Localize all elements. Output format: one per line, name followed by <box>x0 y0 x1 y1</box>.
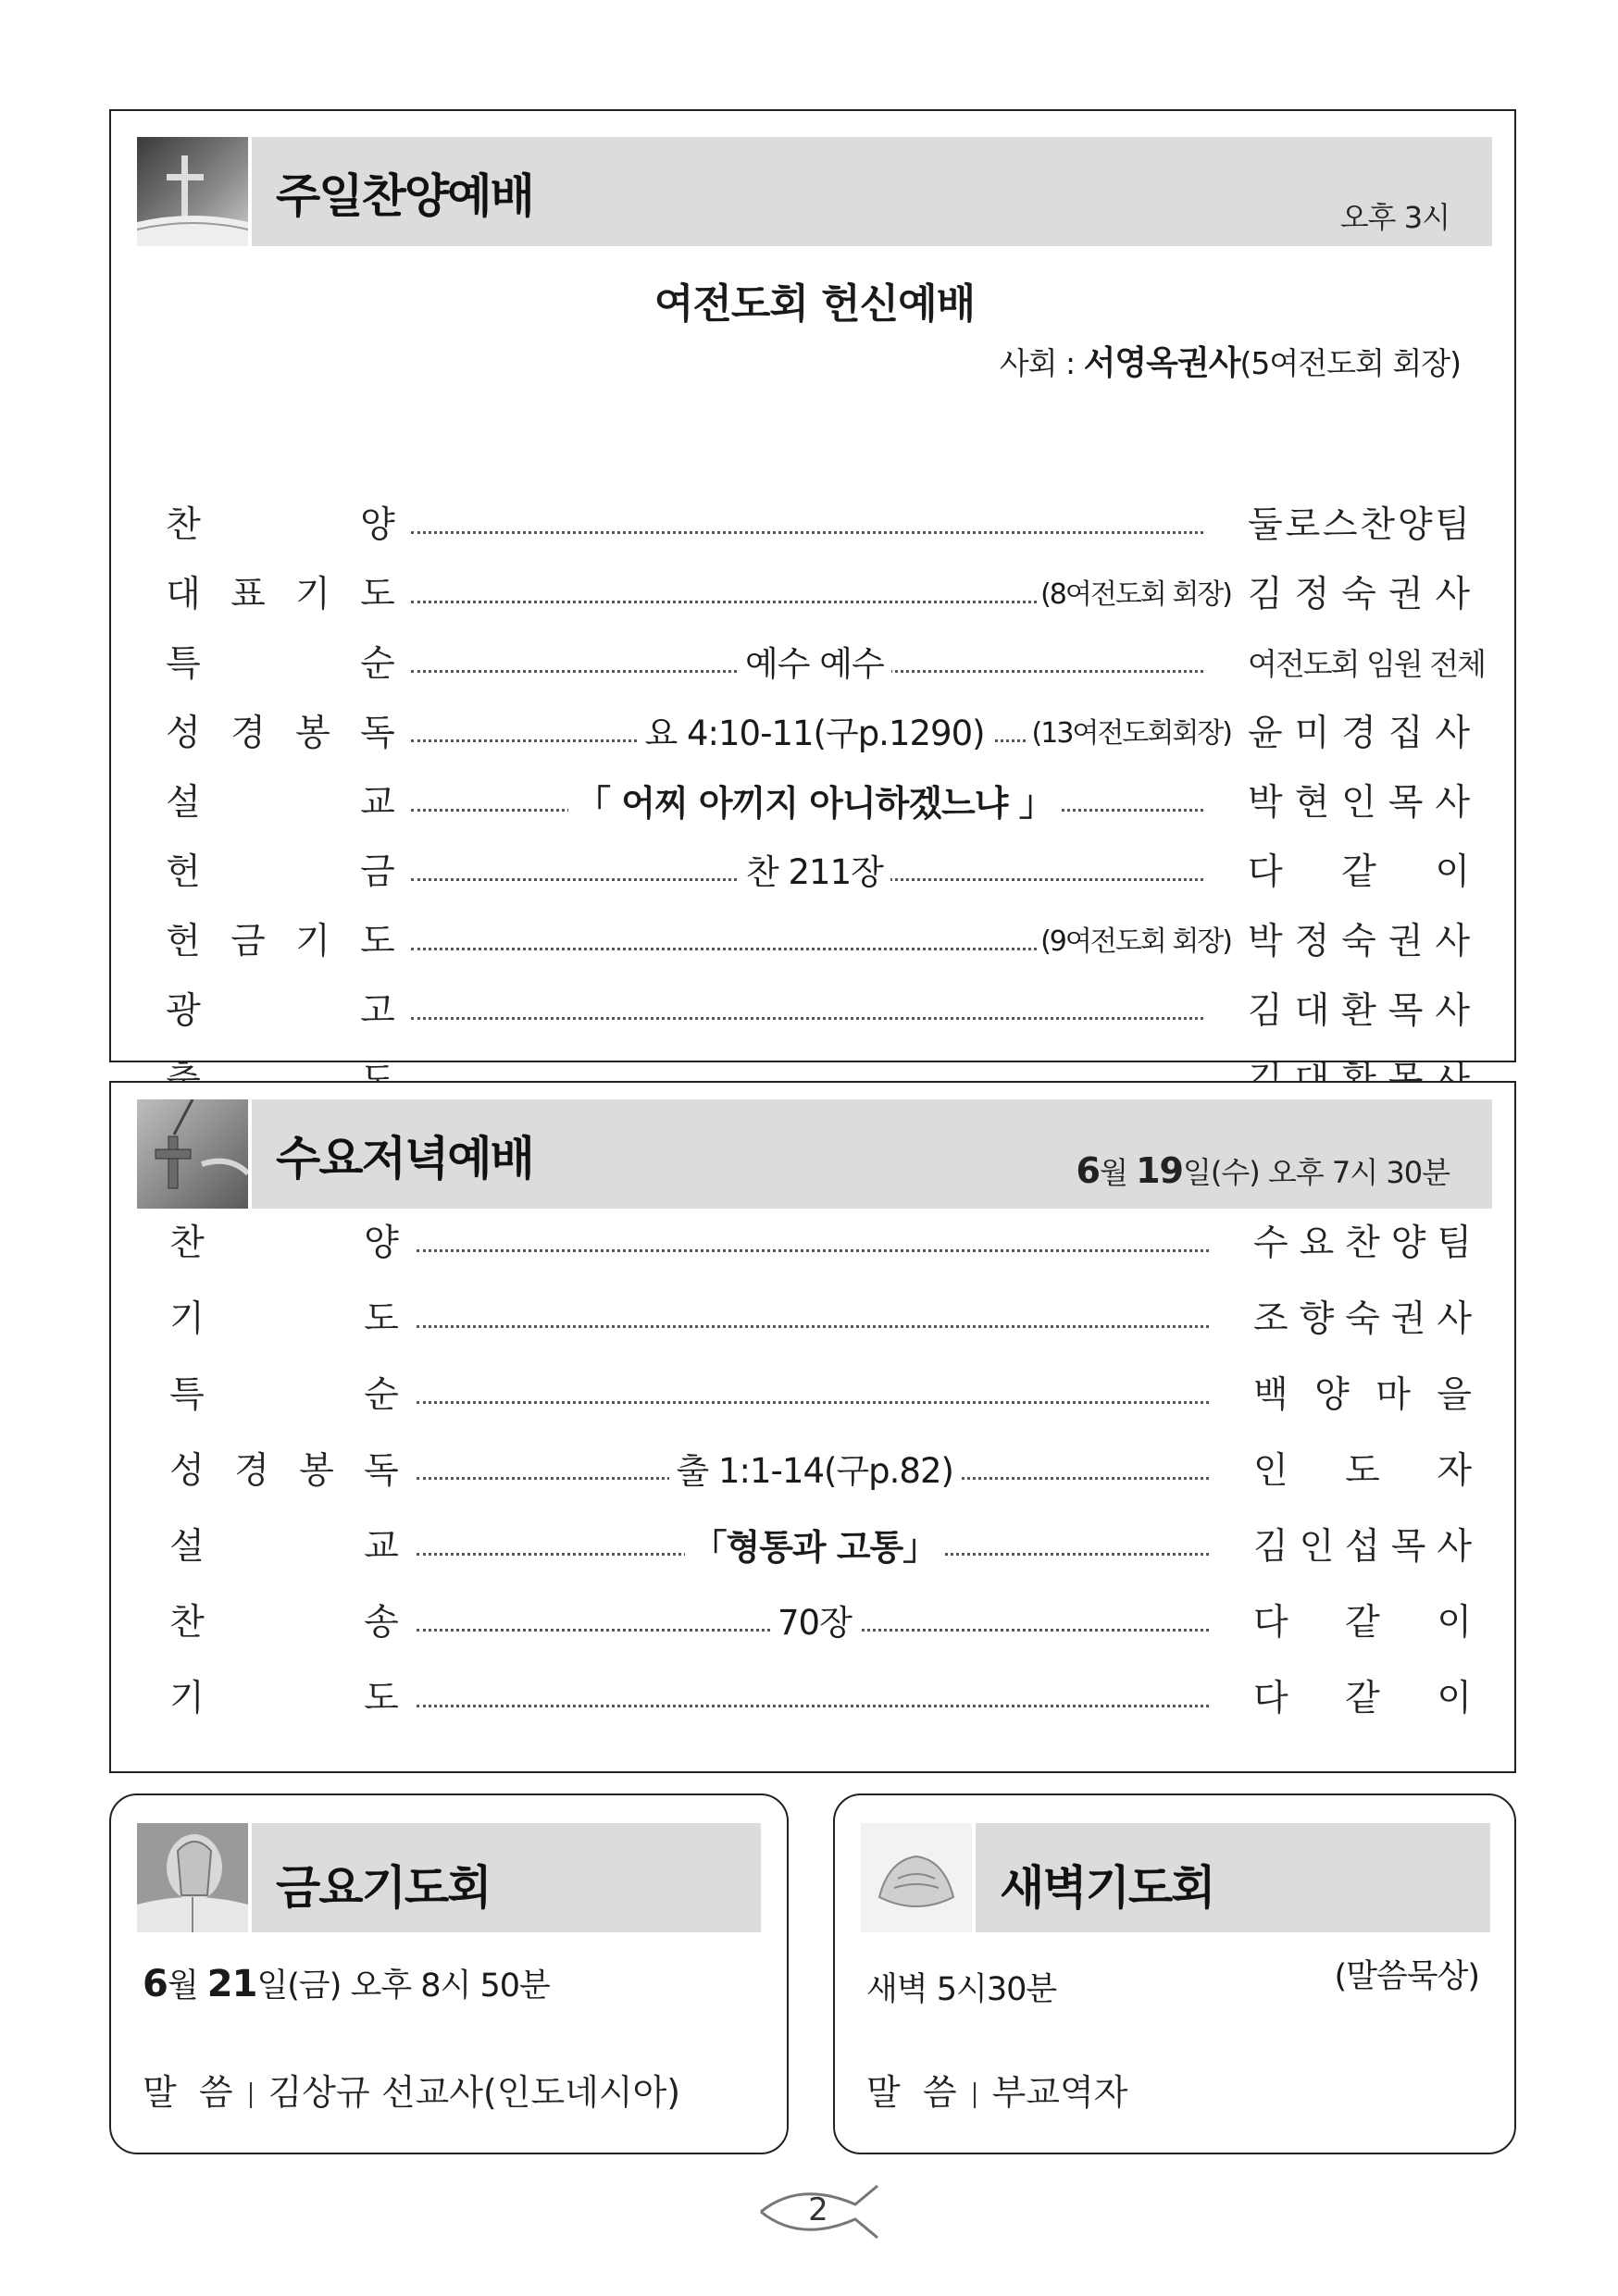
separator <box>250 2082 252 2108</box>
order-row: 찬 양 둘 로 스 찬 양 팀 <box>111 496 1518 555</box>
order-row: 설 교 「 어찌 아끼지 아니하겠느냐 」 박 현 인 목 사 <box>111 774 1518 833</box>
leader-dots <box>411 531 1203 534</box>
order-person: 다 같 이 <box>1248 851 1470 893</box>
dawn-time: 새벽 5시30분 <box>866 1971 1057 2008</box>
order-note: (13여전도회회장) <box>1028 704 1235 763</box>
order-person: 수 요 찬 양 팀 <box>1253 1222 1472 1264</box>
order-row: 찬 양 수 요 찬 양 팀 <box>111 1214 1518 1273</box>
order-person: 여전도회 임원 전체 <box>1248 646 1486 682</box>
order-row: 기 도 다 같 이 <box>111 1669 1518 1729</box>
sunday-subtitle: 여전도회 헌신예배 <box>653 280 976 328</box>
dawn-note: (말씀묵상) <box>1334 1958 1479 1995</box>
order-row: 특 순 예수 예수 여전도회 임원 전체 <box>111 635 1518 694</box>
sunday-host: 사회 : 서영옥권사(5여전도회 회장) <box>999 344 1461 382</box>
leader-dots <box>417 1705 1209 1707</box>
order-content: 70장 <box>770 1594 859 1653</box>
sunday-time: 오후 3시 <box>1339 200 1450 235</box>
dawn-title: 새벽기도회 <box>1000 1861 1214 1915</box>
order-person: 윤 미 경 집 사 <box>1248 713 1470 754</box>
sunday-title: 주일찬양예배 <box>276 169 533 223</box>
friday-title: 금요기도회 <box>276 1861 491 1915</box>
order-person: 박 현 인 목 사 <box>1248 782 1470 824</box>
order-person: 다 같 이 <box>1253 1602 1472 1644</box>
order-note: (9여전도회 회장) <box>1037 912 1235 972</box>
order-person: 김 대 환 목 사 <box>1248 990 1470 1032</box>
order-row: 찬 송 70장 다 같 이 <box>111 1594 1518 1653</box>
order-row: 헌 금 찬 211장 다 같 이 <box>111 843 1518 902</box>
leader-dots <box>417 1325 1209 1328</box>
separator <box>974 2082 976 2108</box>
dawn-sermon: 말 씀 부교역자 <box>866 2072 1128 2113</box>
order-row: 성 경 봉 독 출 1:1-14(구p.82) 인 도 자 <box>111 1442 1518 1501</box>
sunday-service-box <box>109 109 1516 1062</box>
wednesday-service-box <box>109 1081 1516 1773</box>
order-person: 둘 로 스 찬 양 팀 <box>1248 504 1470 546</box>
dawn-prayer-box <box>833 1793 1516 2154</box>
order-row: 헌 금 기 도 (9여전도회 회장) 박 정 숙 권 사 <box>111 912 1518 972</box>
folded-hands-thumbnail <box>861 1823 972 1932</box>
friday-sermon: 말 씀 김상규 선교사(인도네시아) <box>143 2072 681 2113</box>
wednesday-title: 수요저녁예배 <box>276 1132 533 1185</box>
order-content: 「형통과 고통」 <box>685 1518 945 1577</box>
cross-necklace-thumbnail <box>137 1099 248 1209</box>
order-person: 박 정 숙 권 사 <box>1248 921 1470 962</box>
praying-hands-bible-thumbnail <box>137 1823 248 1932</box>
order-row: 광 고 김 대 환 목 사 <box>111 982 1518 1041</box>
friday-datetime: 6월 21일(금) 오후 8시 50분 <box>143 1963 550 2005</box>
order-row: 설 교 「형통과 고통」 김 인 섭 목 사 <box>111 1518 1518 1577</box>
order-person: 인 도 자 <box>1253 1450 1472 1492</box>
leader-dots <box>417 1401 1209 1404</box>
order-person: 김 인 섭 목 사 <box>1253 1526 1472 1568</box>
order-row: 성 경 봉 독 요 4:10-11(구p.1290) (13여전도회회장) 윤 미 경 집 사 <box>111 704 1518 763</box>
order-note: (8여전도회 회장) <box>1037 565 1235 625</box>
order-content: 출 1:1-14(구p.82) <box>669 1442 961 1501</box>
order-person: 김 정 숙 권 사 <box>1248 574 1470 615</box>
leader-dots <box>417 1249 1209 1252</box>
order-row: 대 표 기 도 (8여전도회 회장) 김 정 숙 권 사 <box>111 565 1518 625</box>
order-person: 다 같 이 <box>1253 1678 1472 1719</box>
order-content: 찬 211장 <box>739 843 890 902</box>
page-number: 2 <box>808 2191 828 2228</box>
order-content: 「 어찌 아끼지 아니하겠느냐 」 <box>568 774 1061 833</box>
order-row: 기 도 조 향 숙 권 사 <box>111 1290 1518 1349</box>
friday-prayer-box <box>109 1793 789 2154</box>
order-person: 백 양 마 을 <box>1253 1374 1472 1416</box>
order-row: 특 순 백 양 마 을 <box>111 1366 1518 1425</box>
order-content: 예수 예수 <box>738 635 891 694</box>
order-content: 요 4:10-11(구p.1290) <box>638 704 992 763</box>
leader-dots <box>411 1017 1203 1020</box>
order-person: 조 향 숙 권 사 <box>1253 1298 1472 1340</box>
page-number-fish <box>753 2178 883 2243</box>
bible-cross-thumbnail <box>137 137 248 246</box>
wednesday-datetime: 6월 19일(수) 오후 7시 30분 <box>1076 1150 1450 1191</box>
